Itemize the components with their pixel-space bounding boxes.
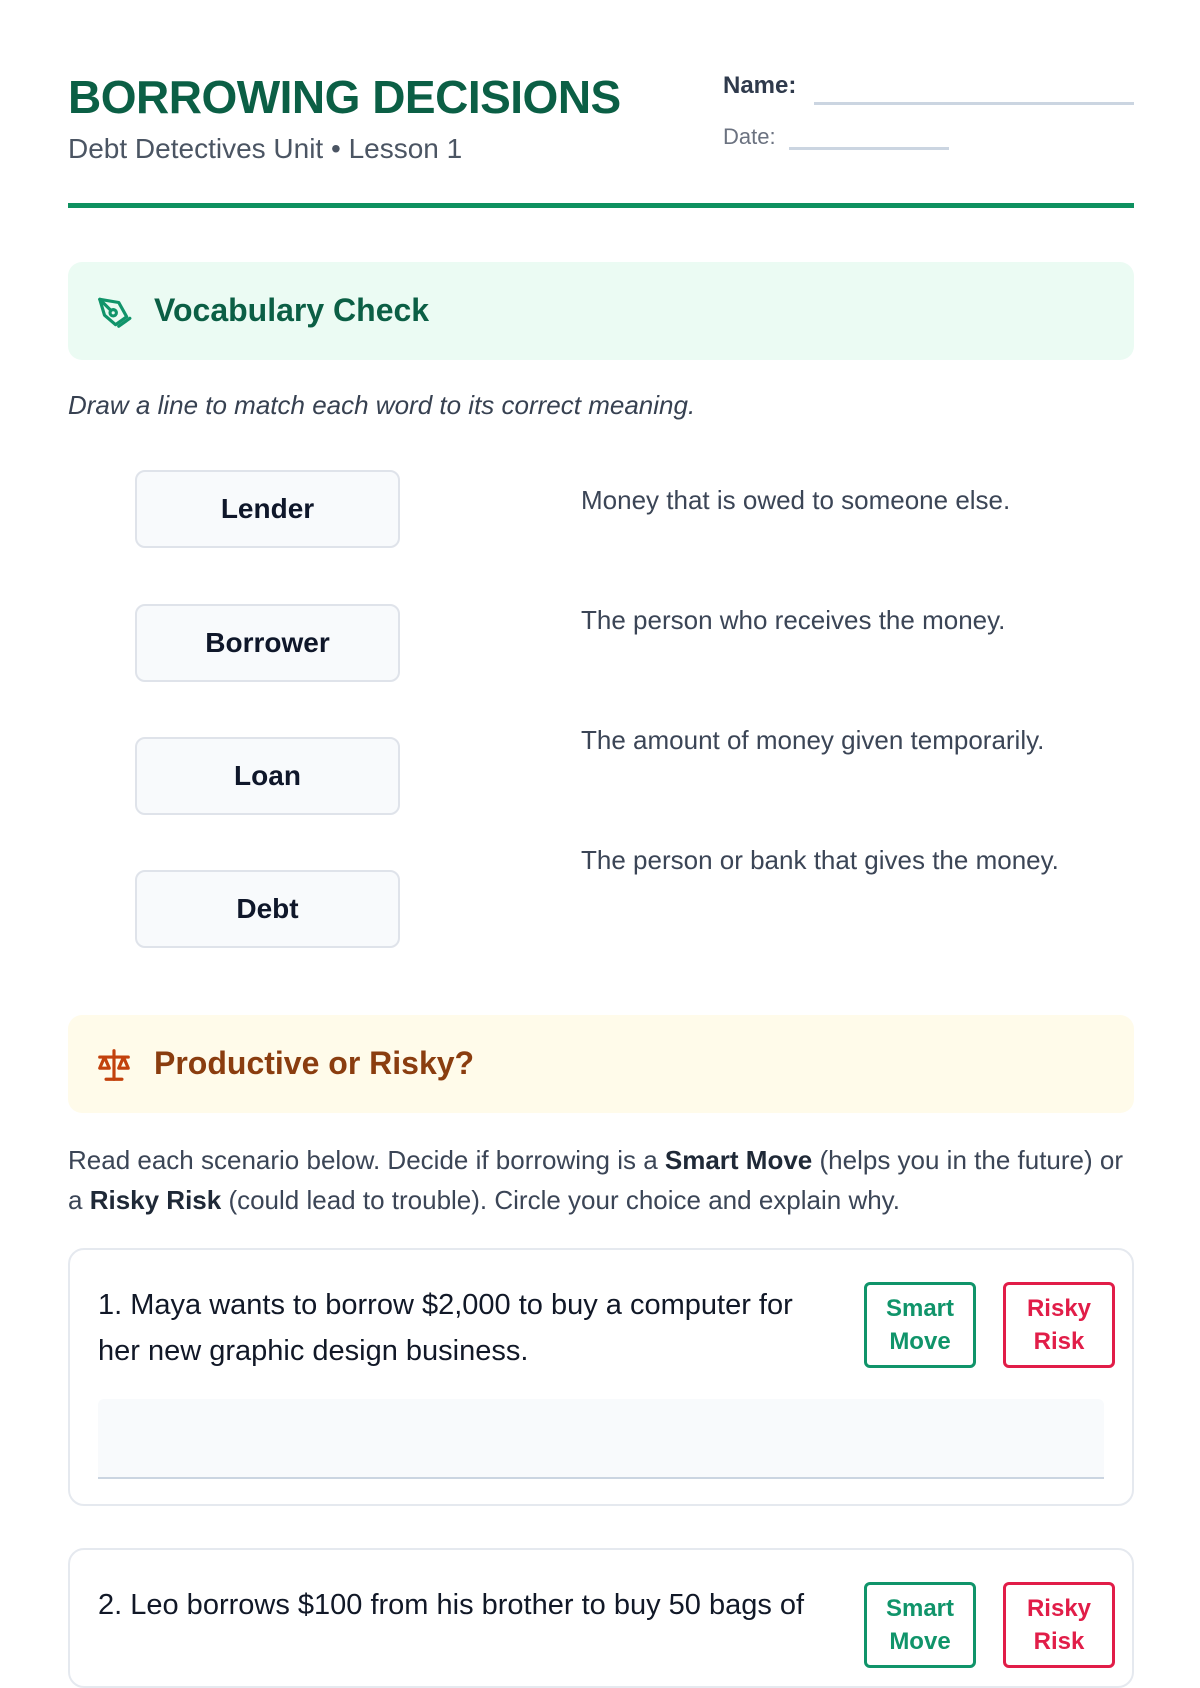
date-field[interactable] xyxy=(789,147,949,150)
risky-risk-term: Risky Risk xyxy=(89,1185,222,1215)
smart-move-label xyxy=(886,1292,954,1358)
scale-icon xyxy=(94,1046,134,1084)
smart-label-line1: Smart xyxy=(885,1295,955,1322)
risky-label-line1: Risky xyxy=(1026,1595,1092,1622)
smart-label-line1: Smart xyxy=(885,1595,955,1622)
risky-risk-label xyxy=(1027,1292,1091,1358)
smart-move-label xyxy=(886,1592,954,1658)
definition-3[interactable]: The amount of money given temporarily. xyxy=(581,725,1045,755)
date-label: Date: xyxy=(723,124,776,149)
name-label: Name: xyxy=(723,72,797,99)
smart-label-line2: Move xyxy=(889,1628,951,1655)
scenarios-heading: Productive or Risky? xyxy=(154,1045,475,1081)
smart-move-term: Smart Move xyxy=(664,1145,813,1175)
term-borrower[interactable]: Borrower xyxy=(135,604,400,682)
vocabulary-heading: Vocabulary Check xyxy=(154,292,430,328)
risky-label-line2: Risk xyxy=(1033,1628,1085,1655)
smart-move-choice[interactable] xyxy=(864,1282,976,1368)
explanation-answer-field[interactable] xyxy=(98,1399,1104,1479)
term-loan[interactable]: Loan xyxy=(135,737,400,815)
scenarios-section-header xyxy=(68,1015,1134,1113)
risky-risk-choice[interactable] xyxy=(1003,1582,1115,1668)
definition-1[interactable]: Money that is owed to someone else. xyxy=(581,485,1011,515)
smart-label-line2: Move xyxy=(889,1328,951,1355)
intro-text-1: Read each scenario below. Decide if borrowing is a xyxy=(68,1145,665,1175)
intro-text-3: (could lead to trouble). Circle your choice and explain why. xyxy=(221,1185,900,1215)
scenarios-instructions xyxy=(68,1140,1134,1220)
worksheet-header xyxy=(68,0,1134,208)
definition-2[interactable]: The person who receives the money. xyxy=(581,605,1006,635)
definition-4[interactable]: The person or bank that gives the money. xyxy=(581,845,1059,875)
term-lender[interactable]: Lender xyxy=(135,470,400,548)
scenario-card-1 xyxy=(68,1248,1134,1506)
vocabulary-section-header xyxy=(68,262,1134,360)
matching-instruction: Draw a line to match each word to its correct meaning. xyxy=(68,390,696,420)
scenario-text: 2. Leo borrows $100 from his brother to buy 50 bags of xyxy=(98,1589,805,1621)
intro-text-2: (helps you in the future) or a xyxy=(68,1145,1123,1215)
scenario-card-2 xyxy=(68,1548,1134,1688)
pen-nib-icon xyxy=(94,293,134,331)
page-subtitle: Debt Detectives Unit • Lesson 1 xyxy=(68,133,463,164)
page-title: BORROWING DECISIONS xyxy=(68,71,621,123)
smart-move-choice[interactable] xyxy=(864,1582,976,1668)
risky-risk-choice[interactable] xyxy=(1003,1282,1115,1368)
name-field[interactable] xyxy=(814,102,1134,105)
risky-label-line2: Risk xyxy=(1033,1328,1085,1355)
risky-risk-label xyxy=(1027,1592,1091,1658)
risky-label-line1: Risky xyxy=(1026,1295,1092,1322)
scenario-text: 1. Maya wants to borrow $2,000 to buy a computer for her new graphic design business. xyxy=(98,1289,793,1367)
term-debt[interactable]: Debt xyxy=(135,870,400,948)
